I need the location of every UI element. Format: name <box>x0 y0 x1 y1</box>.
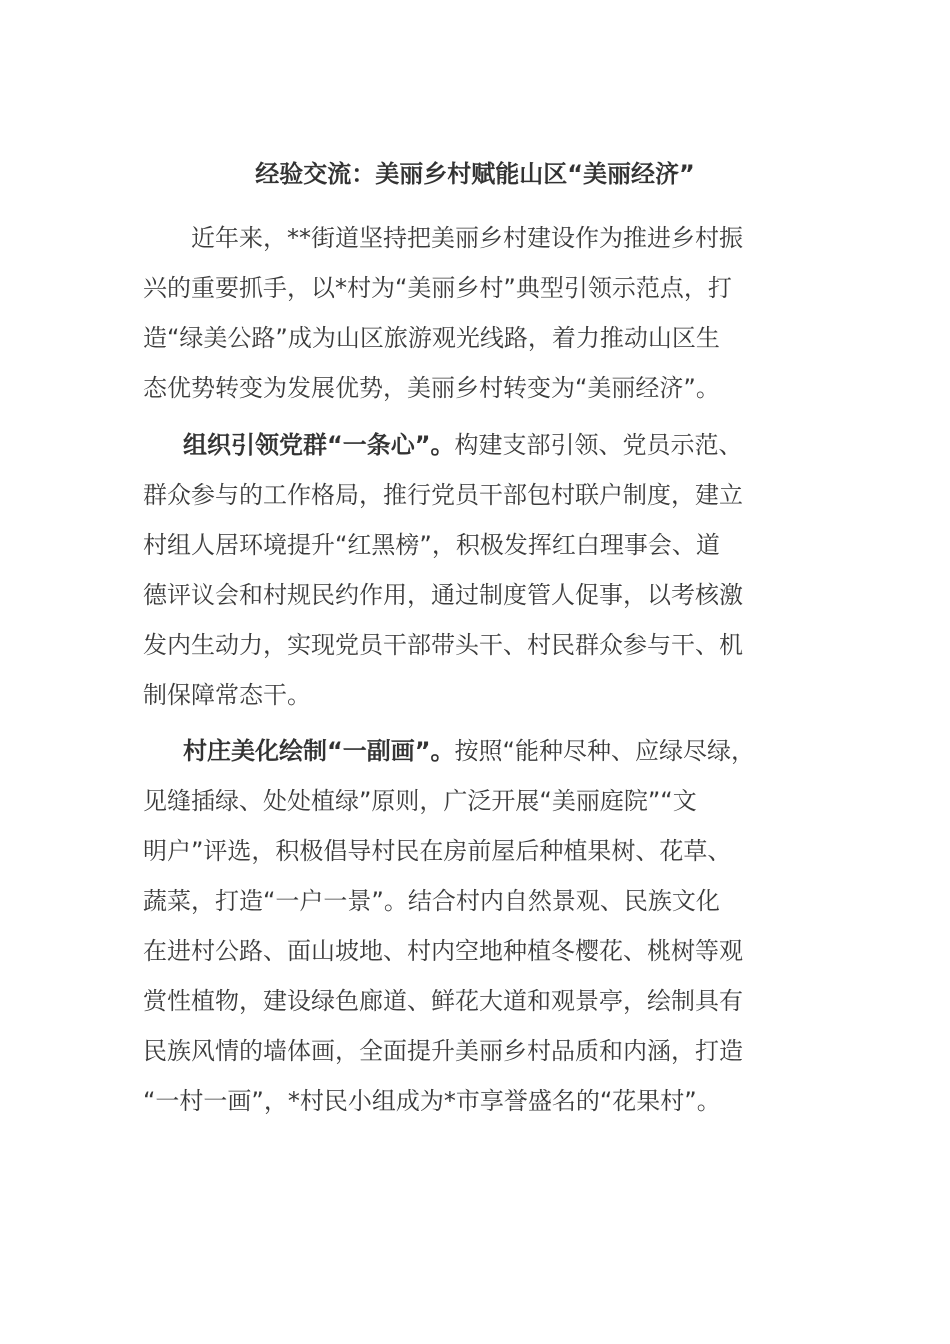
paragraph-line: “一村一画”，*村民小组成为*市享誉盛名的“花果村”。 <box>143 1087 721 1115</box>
paragraph-line: 村组人居环境提升“红黑榜”，积极发挥红白理事会、道 <box>143 531 720 559</box>
paragraph-line: 造“绿美公路”成为山区旅游观光线路，着力推动山区生 <box>143 324 720 352</box>
paragraph-line: 在进村公路、面山坡地、村内空地种植冬樱花、桃树等观 <box>143 937 743 965</box>
paragraph-line: 发内生动力，实现党员干部带头干、村民群众参与干、机 <box>143 631 743 659</box>
paragraph-first-line <box>143 726 828 776</box>
paragraph-line: 民族风情的墙体画，全面提升美丽乡村品质和内涵，打造 <box>143 1037 743 1065</box>
paragraph-line: 德评议会和村规民约作用，通过制度管人促事，以考核激 <box>143 581 743 609</box>
paragraph-line-text: 构建支部引领、党员示范、 <box>454 431 743 459</box>
paragraph-line: 兴的重要抓手，以*村为“美丽乡村”典型引领示范点，打 <box>143 274 732 302</box>
paragraph-line-text: 按照“能种尽种、应绿尽绿， <box>454 737 755 765</box>
paragraph-organization <box>143 420 828 720</box>
paragraph-line: 近年来，**街道坚持把美丽乡村建设作为推进乡村振 <box>191 224 743 252</box>
section-heading: 组织引领党群“一条心”。 <box>183 431 455 459</box>
paragraph-line: 制保障常态干。 <box>143 681 311 709</box>
paragraph-line: 明户”评选，积极倡导村民在房前屋后种植果树、花草、 <box>143 837 732 865</box>
paragraph-line: 赏性植物，建设绿色廊道、鲜花大道和观景亭，绘制具有 <box>143 987 743 1015</box>
paragraph-first-line <box>143 420 828 470</box>
document-title: 经验交流：美丽乡村赋能山区“美丽经济” <box>255 160 695 188</box>
paragraph-line: 见缝插绿、处处植绿”原则，广泛开展“美丽庭院”“文 <box>143 787 697 815</box>
paragraph-line: 态优势转变为发展优势，美丽乡村转变为“美丽经济”。 <box>143 374 720 402</box>
paragraph-intro <box>143 213 828 413</box>
paragraph-beautification <box>143 726 828 1126</box>
section-heading: 村庄美化绘制“一副画”。 <box>183 737 455 765</box>
paragraph-line: 蔬菜，打造“一户一景”。结合村内自然景观、民族文化 <box>143 887 720 915</box>
paragraph-line: 群众参与的工作格局，推行党员干部包村联户制度，建立 <box>143 481 743 509</box>
